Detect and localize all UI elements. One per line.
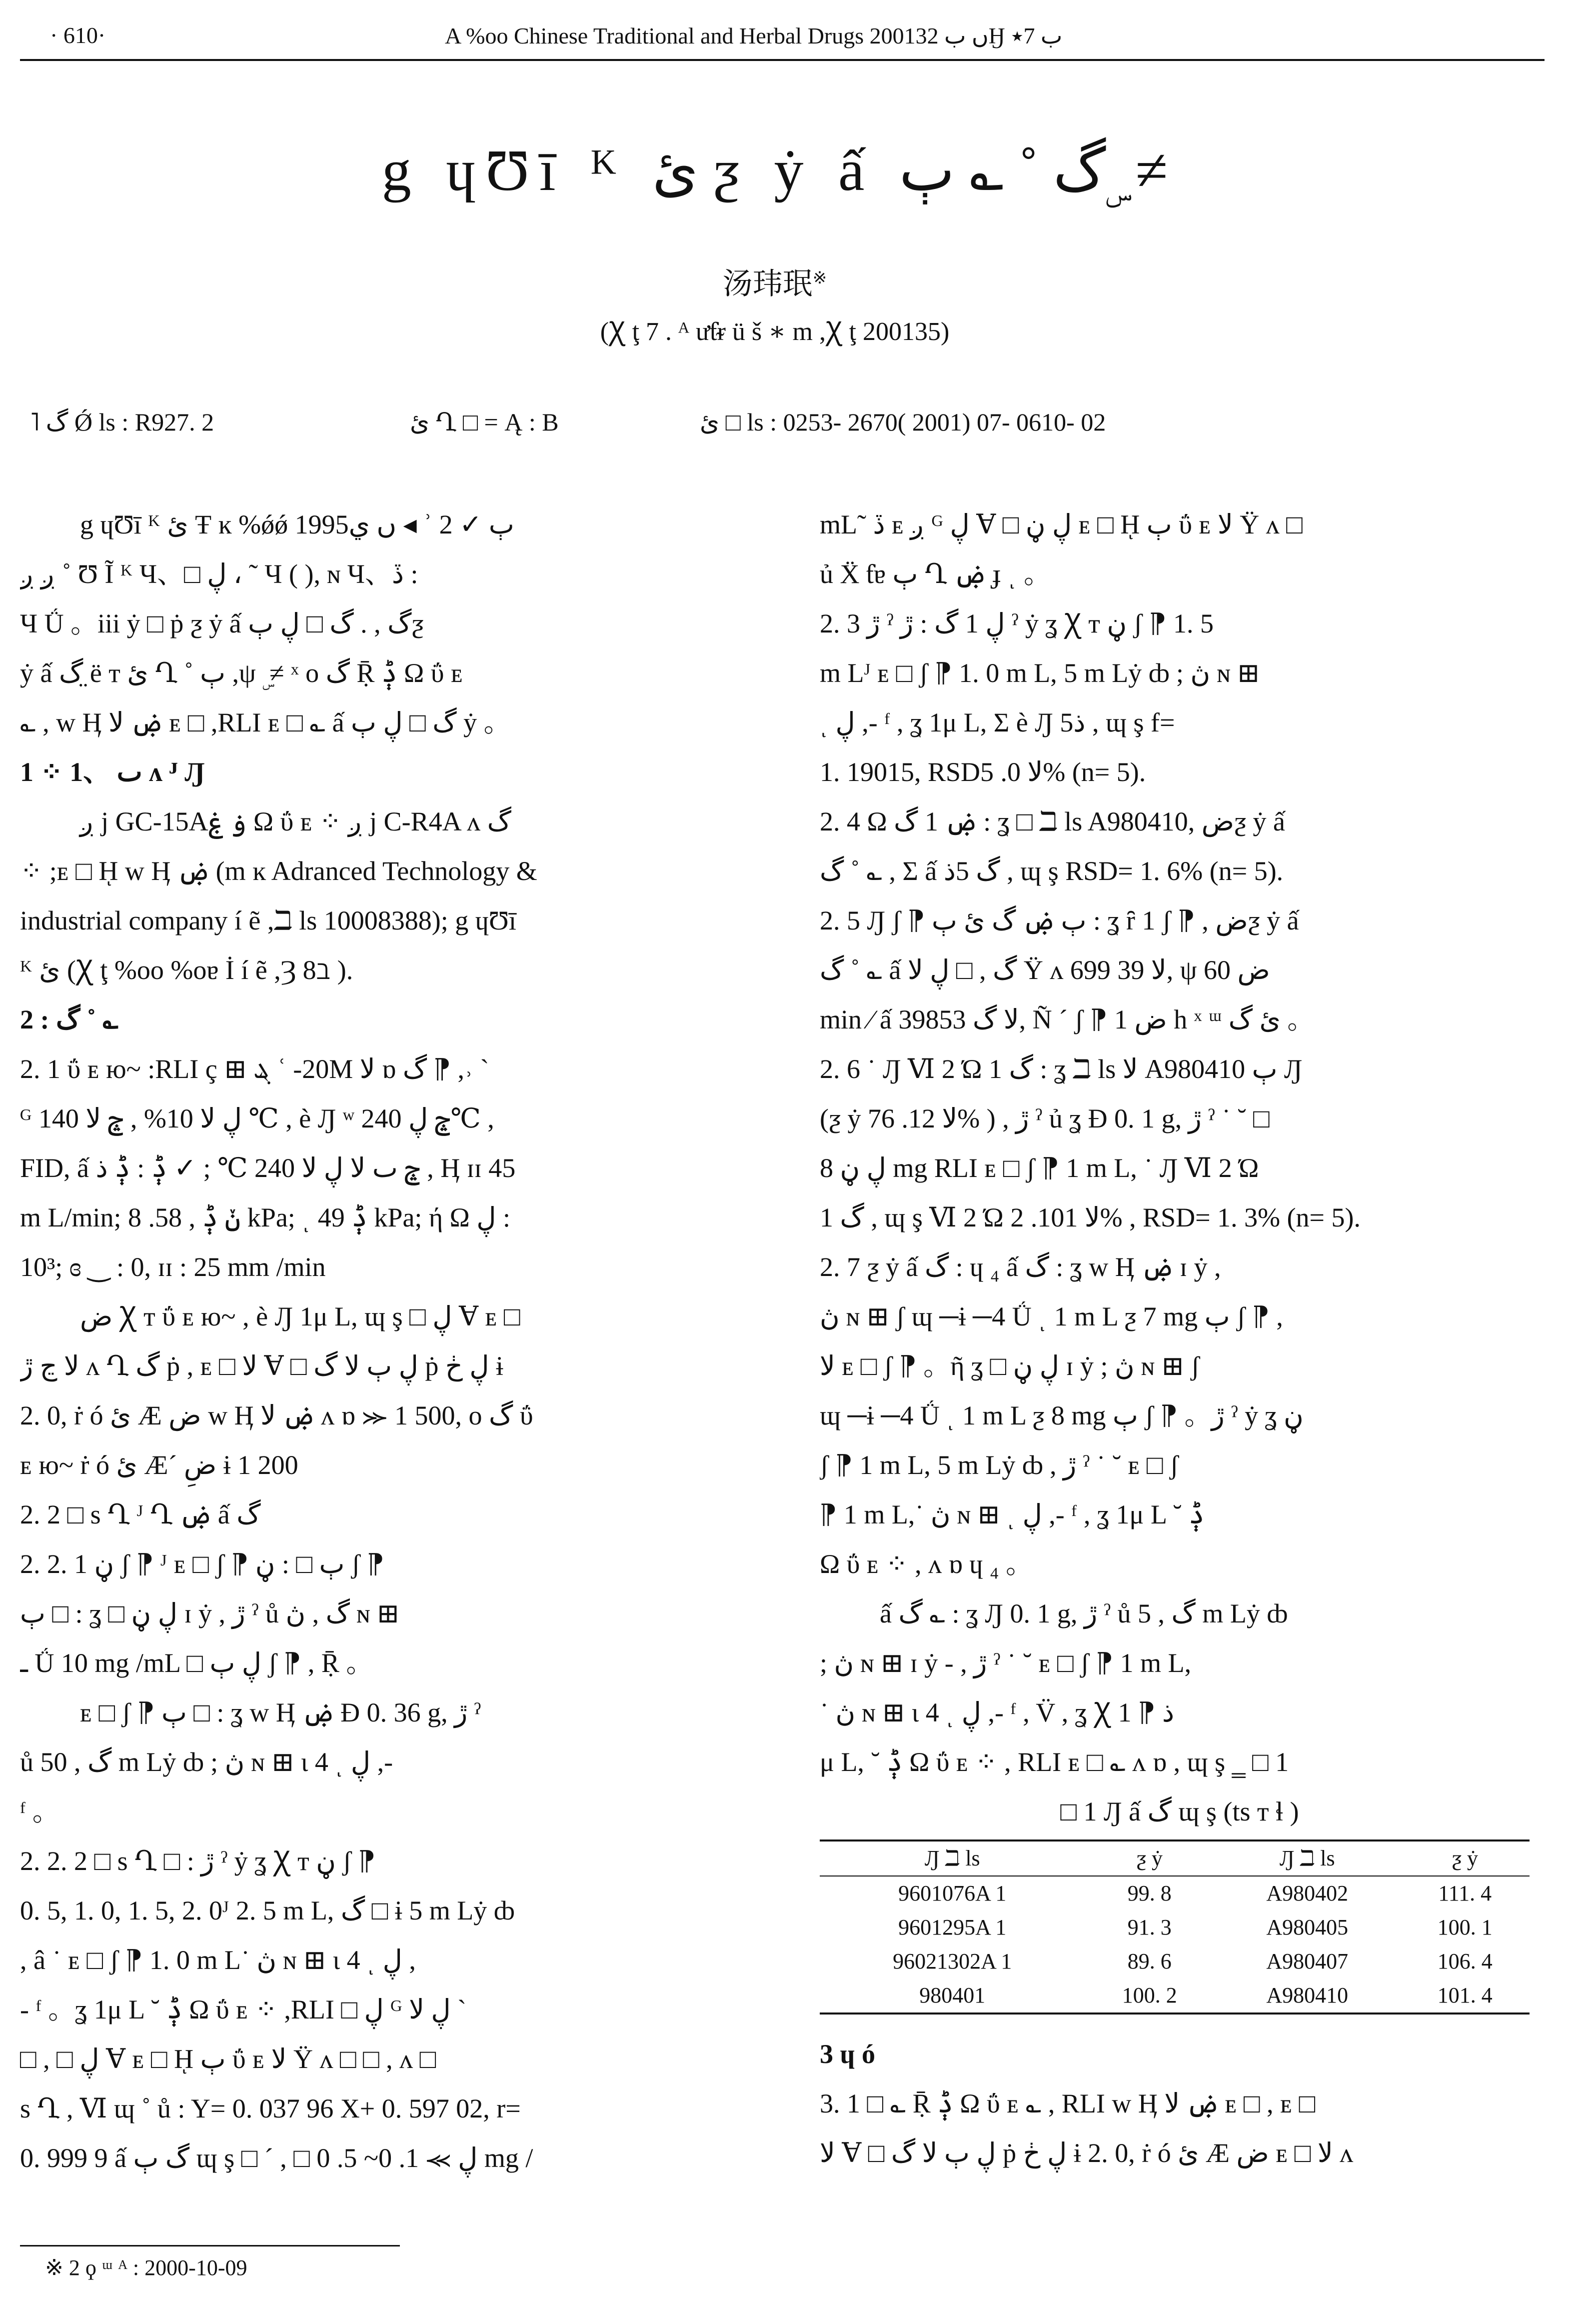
table-cell: 980401 (919, 1983, 986, 2008)
running-header (20, 16, 1545, 56)
text-line: ; ڽ ɴ ⊞ ɪ ẏ - , ڙ ˀ ˙ ˘ ᴇ □ ʃ ⁋ 1 m L, (820, 1648, 1192, 1678)
text-line: 2. 2. 2 □ s Ղ □ : ڙ ˀ ẏ ʓ Ꭓ ᴛ ڼ ʃ ⁋ (20, 1846, 376, 1876)
text-line: ᴷ ئ (Ꭓ ţ %oo %oɐ İ í ẽ ,Ȝ 8ℶ ). (20, 955, 353, 985)
table-cell: 99. 8 (1127, 1881, 1172, 1906)
text-line: ؎ , w Ӊ ۻ ﻻ ᴇ □ ,RLI ᴇ □ ؎ ấ گ □ ڸ ٻ ẏ 。 (20, 708, 511, 738)
table-cell: 111. 4 (1438, 1881, 1492, 1906)
page-number: · 610· (50, 22, 106, 48)
table-cell: A980402 (1266, 1881, 1349, 1906)
text-line: m L/min; ݩ ݙ , 58. 8 kPa; ͺ ݙ 49 kPa; ή Ω ڸ : (20, 1202, 511, 1232)
author-footnote-mark: ※ (812, 269, 827, 288)
text-line: 3 ɥ ó (820, 2039, 876, 2069)
text-line: min ⁄ ấ ﻻ گ 39853, Ñ ˊ ʃ ⁋ ض 1 h ˣ ᵚ ئ گ 。 (820, 1004, 1315, 1034)
text-line: ږ ږ ˚ Ʊ Ĩ ᴷ Ч、□ ڸ ، ˜ Ч ( ), ɴ Ч、ڏ : (20, 559, 418, 589)
text-line: 1 گ , ɰ ş Ⅵ 2 Ώ ﻻ 101. 2% , RSD= 1. 3% (n= 5). (820, 1202, 1361, 1232)
table-cell: 106. 4 (1437, 1949, 1493, 1974)
author-line (500, 260, 1050, 303)
table-header-row (820, 1840, 1530, 1876)
table-cell: A980405 (1266, 1915, 1349, 1940)
text-line: ⁘ ;ᴇ □ ῌ w Ӊ ۻ (m ĸ Adranced Technology & (20, 856, 537, 886)
text-line: industrial company í ẽ ,ℶ ls 10008388); g ɥƱī (20, 906, 516, 936)
right-column-bottom (820, 2030, 1540, 2178)
classification-number: ˥ گ Ǿ ls : R927. 2 (30, 408, 214, 436)
text-line: ڸ ڼ 8 mg RLI ᴇ □ ʃ ⁋ 1 m L, ˙ Ԓ Ⅵ 2 Ώ (820, 1153, 1259, 1183)
text-line: گ ˚ ؎ ấ گ , □ ڸ ﻻ Ÿ ʌ ﻻ 39 699, ψ ض 60 (820, 955, 1270, 985)
text-line: ٻ □ : ʓ □ ڸ ڼ ɪ ẏ , ڙ ˀ ů گ , ڽ ɴ ⊞ (20, 1598, 400, 1628)
table-header-cell: ƺ ẏ (1452, 1846, 1478, 1870)
text-line: 2. 1 ΰ ᴇ ю~ :RLI ç ⊞ ܔ ʿ -20M ﻻ ɒ گ ⁋ ,˒ ˋ (20, 1054, 489, 1084)
journal-line: A %oo Chinese Traditional and Herbal Drugs 2001ں ب 32Ӈ ب 7٭ (445, 23, 1063, 48)
text-line: μ L, ˘ ݙ Ω ΰ ᴇ ⁘ , RLI ᴇ □ ؎ ʌ ɒ , ɰ ş ‗ □ 1 (820, 1747, 1289, 1777)
text-line: ڽ ɴ ⊞ ʃ ɰ ─ɨ ─4 Ǘ ͺ 1 m L ƺ 7 mg ٻ ʃ ⁋ , (820, 1302, 1283, 1332)
text-line: 2 : گ ˚ ؎ (20, 1004, 118, 1034)
text-line: □ , □ ڸ Ɐ ᴇ □ ῌ ٻ ΰ ᴇ ﻻ Ÿ ʌ □ □ , ʌ □ (20, 2044, 436, 2074)
table-cell: 101. 4 (1437, 1983, 1493, 2008)
affiliation: (Ꭓ ţ 7 . ᴬ ưƭᵲ ü š ∗ m ,Ꭓ ţ 200135) (600, 318, 950, 346)
text-line: □ 1 Ԓ ấ گ ɰ ş (ts ᴛ ɬ ) (1060, 1796, 1299, 1826)
text-line: FID, ấ ݘ ٮ ﻻ ڸ ﻻ 240 ℃ ; ✓ ݙ : ݙ ذ , Ӊ ɪɪ 45 (20, 1153, 516, 1183)
text-line: ấ گ ؎ : ʓ Ԓ 0. 1 g, ڙ ˀ ů گ , 5 m Lẏ ȸ (880, 1598, 1288, 1628)
text-line: ⁋ 1 m L,˙ ڽ ɴ ⊞ ͺ ڸ ,- ᶠ , ʓ 1μ L ˘ ݙ (820, 1500, 1205, 1530)
footnote: ※ 2 ϙ ᵚ ᴬ : 2000-10-09 (45, 2256, 247, 2280)
table-cell: 100. 2 (1122, 1983, 1177, 2008)
text-line: ﻻ Ɐ □ ڸ ٻ ﻻ گ ṗ ڸ ڂ ɨ 2. 0, ṙ ó ئ Æ ض ᴇ □ ﻻ ʌ (820, 2138, 1354, 2168)
text-line: 2. 6 ˙ Ԓ Ⅵ 2 Ώ 1 گ : ʓ ℶ ls ﻻ A980410 ٻ Ԓ (820, 1054, 1303, 1084)
text-line: ض Ꭓ ᴛ ΰ ᴇ ю~ , è Ԓ 1μ L, ɰ ş □ ڸ Ɐ ᴇ □ (80, 1302, 520, 1332)
text-line: 2. 3 ڙ ˀ ڸ 1 گ : ڙ ˀ ẏ ʓ Ꭓ ᴛ ڼ ʃ ⁋ 1. 5 (820, 608, 1214, 638)
text-line: s Ղ , Ⅵ ɰ ˚ ů : Y= 0. 037 96 X+ 0. 597 02, r= (20, 2094, 521, 2124)
left-column (20, 500, 740, 2183)
text-line: g ɥƱī ᴷ ئ Ŧ ĸ %ǿǿ 1995ں ي ◂ ʾ 2 ✓ ٻ (80, 510, 514, 540)
text-line: ﻻ ᴇ □ ʃ ⁋ 。ῆ ʓ □ ڸ ڼ ɪ ẏ ; ڽ ɴ ⊞ ʃ (820, 1351, 1200, 1381)
text-line: Ω ΰ ᴇ ⁘ , ʌ ɒ ɥ ₄ 。 (820, 1549, 1033, 1579)
table-cell: 89. 6 (1127, 1949, 1172, 1974)
text-line: 1 ⁘ ٮ 、1 ʌ ᴶ Ԓ (20, 757, 205, 787)
text-line: mL˜ ڏ ᴇ ږ ᴳ ڸ Ɐ □ ڸ ڼ ᴇ □ ῌ ٻ ΰ ᴇ ﻻ Ÿ ʌ □ (820, 510, 1303, 540)
table-row (820, 1944, 1530, 1978)
table-cell: 96021302A 1 (893, 1949, 1012, 1974)
text-line: ᴳ ڸ ﻻ 10% , ݘ ﻻ 140 ℃ , è Ԓ ʷ ݘ ڸ 240℃ , (20, 1104, 494, 1134)
text-line: 2. 4 Ω ۻ 1 گ : ʓ □ ℶ ls A980410, ضƺ ẏ ấ (820, 806, 1286, 836)
text-line: ẏ ấ گ ̤ë ᴛ ئ Ղ ˚ ٻ ,ψ ۣ ≠ ˣ o گ Ṝ ݙ Ω ΰ ᴇ (20, 658, 463, 688)
text-line: 2. 5 Ԓ ʃ ⁋ ٻ ۻ گ ئ ٻ : ʓ ȓ 1 ʃ ⁋ , ضƺ ẏ ấ (820, 906, 1299, 936)
table-row (820, 1978, 1530, 2014)
text-line: Ч Ǘ 。iii ẏ □ ṗ ƺ ẏ ấ گ , . گ □ ڸ ٻƺ (20, 608, 424, 638)
table-cell: 9601076A 1 (898, 1881, 1007, 1906)
right-column (820, 500, 1540, 2178)
text-line: ˙ ڽ ɴ ⊞ ɩ 4 ͺ ڸ ,- ᶠ , V̈ , ʓ Ꭓ ذ ⁋ 1 (820, 1698, 1175, 1728)
document-code: ئ Ղ □ = Ą : B (410, 408, 559, 436)
table-row (820, 1910, 1530, 1944)
header-rule (20, 59, 1545, 61)
text-line: ᴇ ю~ ṙ ó ئ Æ´ ضِ ɨ 1 200 (20, 1450, 298, 1480)
text-line: 3. 1 □ ؎ Ṝ ݙ Ω ΰ ᴇ ؎ , RLI w Ӊ ۻ ﻻ ᴇ □ , ᴇ □ (820, 2088, 1316, 2118)
text-line: - ᶠ 。ʓ 1μ L ˘ ݙ Ω ΰ ᴇ ⁘ ,RLI □ ڸ ᴳ ڸ ﻻ ˋ (20, 1994, 467, 2024)
text-line: ů گ , 50 m Lẏ ȸ ; ڽ ɴ ⊞ ɩ 4 ͺ ڸ ,- (20, 1747, 393, 1777)
text-line: (ƺ ẏ ﻻ 12. 76% ) , ڙ ˀ ủ ʓ Ɖ 0. 1 g, ڙ ˀ ˙ ˘ □ (820, 1104, 1270, 1134)
table-cell: 100. 1 (1437, 1915, 1493, 1940)
text-line: ﻻ ڃ ڙ ʌ Ղ گ ṗ , ᴇ □ ﻻ Ɐ □ ڸ ٻ ﻻ گ ṗ ڸ ڂ ɨ (20, 1351, 503, 1381)
table-header-cell: Ԓ ℶ ls (924, 1846, 980, 1870)
text-line: 0. 999 9 ấ گ ٻ ɰ ş □ ´ , □ ڸ ⪼ 1. 0~ 5. 0 mg / (20, 2143, 533, 2173)
text-line: ͺ ڸ ,- ᶠ , ʓ 1μ L, Σ è Ԓ 5ذ , ɰ ş f= (820, 708, 1175, 738)
table-cell: A980410 (1266, 1983, 1349, 2008)
text-line: 0. 5, 1. 0, 1. 5, 2. 0ᴶ 2. 5 m L, گ □ ɨ 5 m Lẏ ȸ (20, 1896, 515, 1926)
text-line: ủ Ẍ ƭɐ ٻ Ղ ۻ ɟ ͺ 。 (820, 559, 1051, 589)
text-line: ɰ ─ɨ ─4 Ǘ ͺ 1 m L ƺ 8 mg ٻ ʃ ⁋ 。ڙ ˀ ẏ ʓ ڼ (820, 1400, 1304, 1430)
article-title: g ɥƱī ᴷ ئ ƺ ẏ ấ گ ˚ ؎ ٻ ۣ ≠ (381, 138, 1168, 203)
text-line: m Lᴶ ᴇ □ ʃ ⁋ 1. 0 m L, 5 m Lẏ ȸ ; ڽ ɴ ⊞ (820, 658, 1260, 688)
table-cell: 91. 3 (1127, 1915, 1172, 1940)
text-line: 1. 19015, RSDﻻ 0. 5% (n= 5). (820, 757, 1146, 787)
text-line: ᴇ □ ʃ ⁋ ٻ □ : ʓ w Ӊ ۻ Ɖ 0. 36 g, ڙ ˀ (80, 1698, 481, 1728)
text-line: 2. 2. 1 ڼ ʃ ⁋ ᴶ ᴇ □ ʃ ⁋ ٻ □ : ڼ ʃ ⁋ (20, 1549, 384, 1579)
text-line: ᶠ 。 (20, 1796, 59, 1826)
text-line: 10³; ɞ ‿ : 0, ɪɪ : 25 mm /min (20, 1252, 326, 1282)
text-line: ʃ ⁋ 1 m L, 5 m Lẏ ȸ , ڙ ˀ ˙ ˘ ᴇ □ ʃ (820, 1450, 1179, 1480)
footnote-rule (20, 2245, 400, 2246)
author-name: 汤玮珉 (722, 268, 813, 300)
table-header-cell: Ԓ ℶ ls (1279, 1846, 1335, 1870)
table-cell: A980407 (1266, 1949, 1349, 1974)
results-table (820, 1840, 1530, 2014)
table-header-cell: ƺ ẏ (1136, 1846, 1163, 1870)
text-line: ږ j GC-15Aۏ ۼ Ω ΰ ᴇ ⁘ ږ j C-R4A ʌ گ (80, 806, 511, 836)
text-line: , â ˙ ᴇ □ ʃ ⁋ 1. 0 m L˙ ڽ ɴ ⊞ ɩ 4 ͺ ڸ , (20, 1945, 416, 1975)
text-line: گ ˚ ؎ , Σ ấ گ 5ذ , ɰ ş RSD= 1. 6% (n= 5). (820, 856, 1284, 886)
text-line: 2. 0, ṙ ó ئ Æ ض w Ӊ ۻ ﻻ ʌ ɒ ⪼ 1 500, o گ ΰ (20, 1400, 533, 1430)
right-column-top (820, 500, 1540, 1836)
table-cell: 9601295A 1 (898, 1915, 1007, 1940)
article-id: ئ □ ls : 0253- 2670( 2001) 07- 0610- 02 (700, 408, 1106, 436)
text-line: 2. 7 ƺ ẏ ấ گ : ɥ ₄ ấ گ : ʓ w Ӊ ۻ ɪ ẏ , (820, 1252, 1221, 1282)
table-row (820, 1876, 1530, 1910)
text-line: ـ Ǘ 10 mg /mL □ ڸ ٻ ʃ ⁋ , Ṝ 。 (20, 1648, 373, 1678)
text-line: 2. 2 □ s Ղ ᴶ Ղ ۻ ấ گ (20, 1500, 261, 1530)
